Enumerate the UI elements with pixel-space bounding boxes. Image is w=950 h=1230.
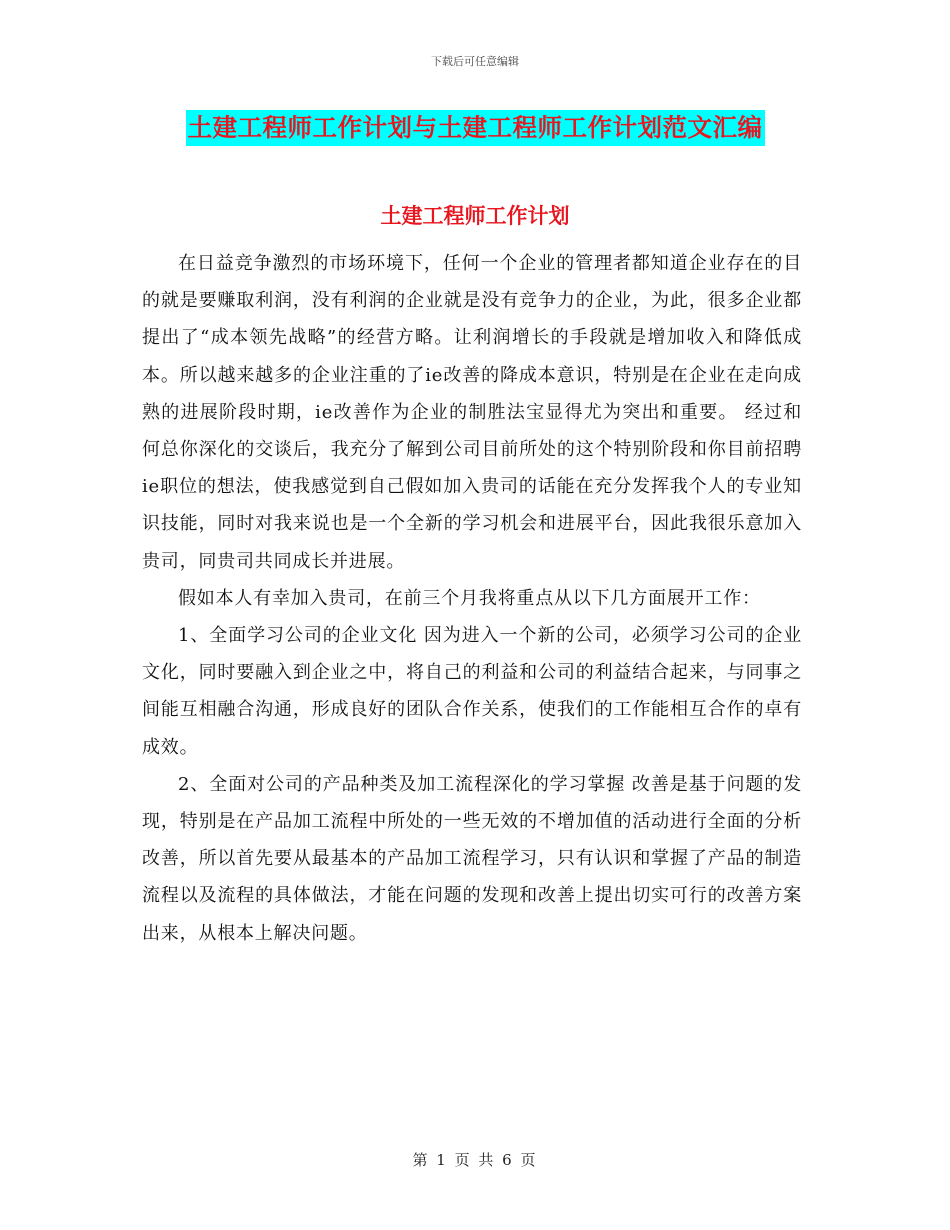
document-title <box>0 110 950 146</box>
paragraph: 2、全面对公司的产品种类及加工流程深化的学习掌握 改善是基于问题的发现，特别是在产品加工流程中所处的一些无效的不增加值的活动进行全面的分析改善，所以首先要从最基本的产品加工流程学习，只有认识和掌握了产品的制造流程以及流程的具体做法，才能在问题的发现和改善上提出切实可行的改善方案出来，从根本上解决问题。 <box>142 773 802 944</box>
paragraph: 1、全面学习公司的企业文化 因为进入一个新的公司，必须学习公司的企业文化，同时要融入到企业之中，将自己的利益和公司的利益结合起来，与同事之间能互相融合沟通，形成良好的团队合作关系，使我们的工作能相互合作的卓有成效。 <box>142 625 802 758</box>
body-text <box>142 245 802 952</box>
section-title: 土建工程师工作计划 <box>380 204 570 228</box>
paragraph: 假如本人有幸加入贵司，在前三个月我将重点从以下几方面展开工作： <box>178 587 761 609</box>
paragraph: 在日益竞争激烈的市场环境下，任何一个企业的管理者都知道企业存在的目的就是要赚取利润，没有利润的企业就是没有竞争力的企业，为此，很多企业都提出了“成本领先战略”的经营方略。让利润增长的手段就是增加收入和降低成本。所以越来越多的企业注重的了ie改善的降成本意识，特别是在企业在走向成熟的进展阶段时期，ie改善作为企业的制胜法宝显得尤为突出和重要。 经过和何总你深化的交谈后，我充分了解到公司目前所处的这个特别阶段和你目前招聘ie职位的想法，使我感觉到自己假如加入贵司的话能在充分发挥我个人的专业知识技能，同时对我来说也是一个全新的学习机会和进展平台，因此我很乐意加入贵司，同贵司共同成长并进展。 <box>142 253 802 572</box>
document-title-text: 土建工程师工作计划与土建工程师工作计划范文汇编 <box>186 110 765 146</box>
header-note: 下载后可任意编辑 <box>431 55 519 68</box>
page-footer: 第 1 页 共 6 页 <box>412 1151 538 1169</box>
